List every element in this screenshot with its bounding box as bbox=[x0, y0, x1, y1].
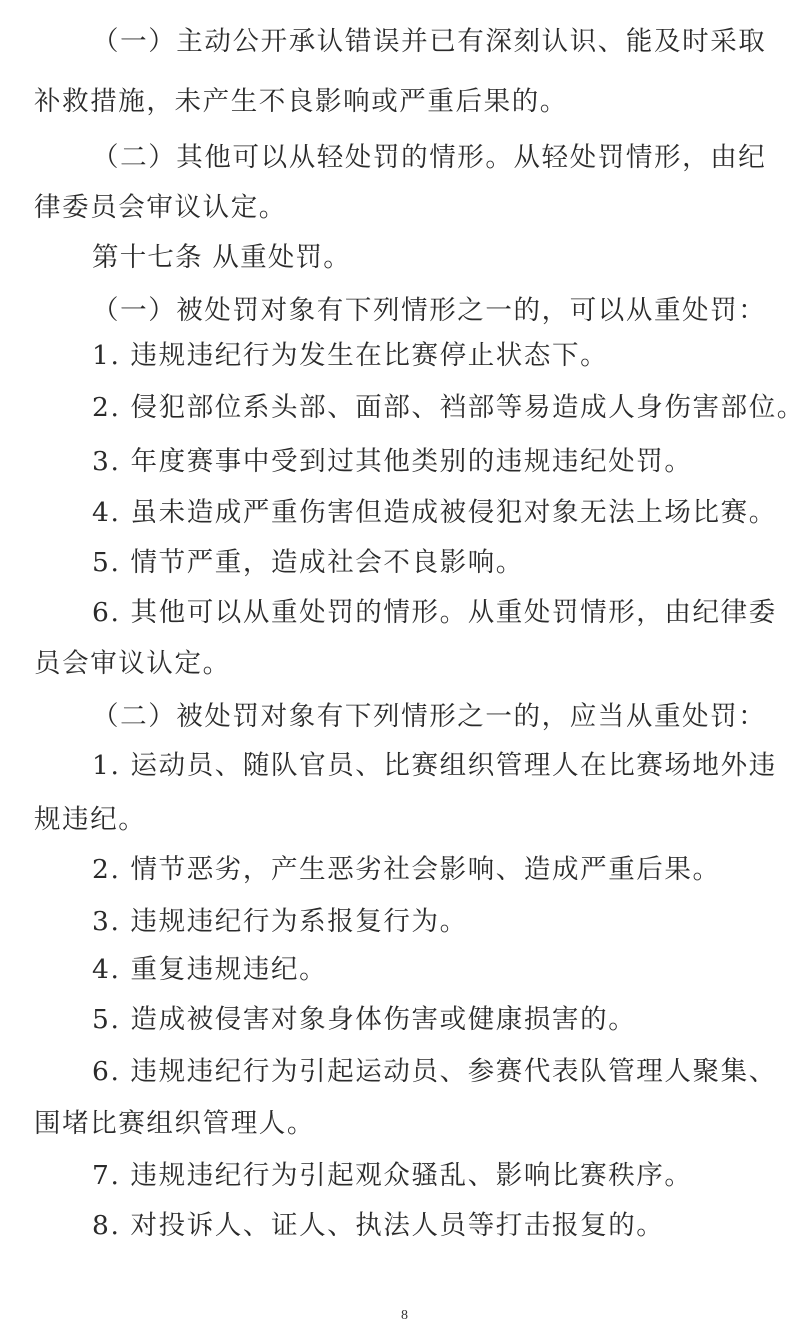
paragraph-mitigation-1-line2: 补救措施，未产生不良影响或严重后果的。 bbox=[34, 86, 568, 117]
paragraph-mitigation-1-line1: （一）主动公开承认错误并已有深刻认识、能及时采取 bbox=[92, 26, 767, 57]
shall-aggravate-item-1-line1: 1. 运动员、随队官员、比赛组织管理人在比赛场地外违 bbox=[92, 750, 777, 781]
shall-aggravate-item-7: 7. 违规违纪行为引起观众骚乱、影响比赛秩序。 bbox=[92, 1160, 693, 1191]
shall-aggravate-item-6-line2: 围堵比赛组织管理人。 bbox=[34, 1108, 315, 1139]
shall-aggravate-item-5: 5. 造成被侵害对象身体伤害或健康损害的。 bbox=[92, 1004, 637, 1035]
shall-aggravate-item-2: 2. 情节恶劣，产生恶劣社会影响、造成严重后果。 bbox=[92, 854, 721, 885]
shall-aggravate-item-6-line1: 6. 违规违纪行为引起运动员、参赛代表队管理人聚集、 bbox=[92, 1056, 777, 1087]
page-number: 8 bbox=[401, 1308, 408, 1323]
may-aggravate-item-6-line1: 6. 其他可以从重处罚的情形。从重处罚情形，由纪律委 bbox=[92, 597, 777, 628]
may-aggravate-item-4: 4. 虽未造成严重伤害但造成被侵犯对象无法上场比赛。 bbox=[92, 497, 777, 528]
shall-aggravate-item-4: 4. 重复违规违纪。 bbox=[92, 954, 328, 985]
may-aggravate-item-6-line2: 员会审议认定。 bbox=[34, 648, 231, 679]
paragraph-mitigation-2-line1: （二）其他可以从轻处罚的情形。从轻处罚情形，由纪 bbox=[92, 142, 767, 173]
shall-aggravate-item-3: 3. 违规违纪行为系报复行为。 bbox=[92, 906, 468, 937]
may-aggravate-item-2: 2. 侵犯部位系头部、面部、裆部等易造成人身伤害部位。 bbox=[92, 392, 805, 423]
section-shall-aggravate-heading: （二）被处罚对象有下列情形之一的，应当从重处罚： bbox=[92, 701, 767, 732]
may-aggravate-item-1: 1. 违规违纪行为发生在比赛停止状态下。 bbox=[92, 340, 609, 371]
shall-aggravate-item-8: 8. 对投诉人、证人、执法人员等打击报复的。 bbox=[92, 1210, 665, 1241]
paragraph-mitigation-2-line2: 律委员会审议认定。 bbox=[34, 192, 287, 223]
shall-aggravate-item-1-line2: 规违纪。 bbox=[34, 804, 147, 835]
section-may-aggravate-heading: （一）被处罚对象有下列情形之一的，可以从重处罚： bbox=[92, 295, 767, 326]
may-aggravate-item-5: 5. 情节严重，造成社会不良影响。 bbox=[92, 547, 524, 578]
article-17-heading: 第十七条 从重处罚。 bbox=[92, 242, 351, 273]
may-aggravate-item-3: 3. 年度赛事中受到过其他类别的违规违纪处罚。 bbox=[92, 446, 693, 477]
